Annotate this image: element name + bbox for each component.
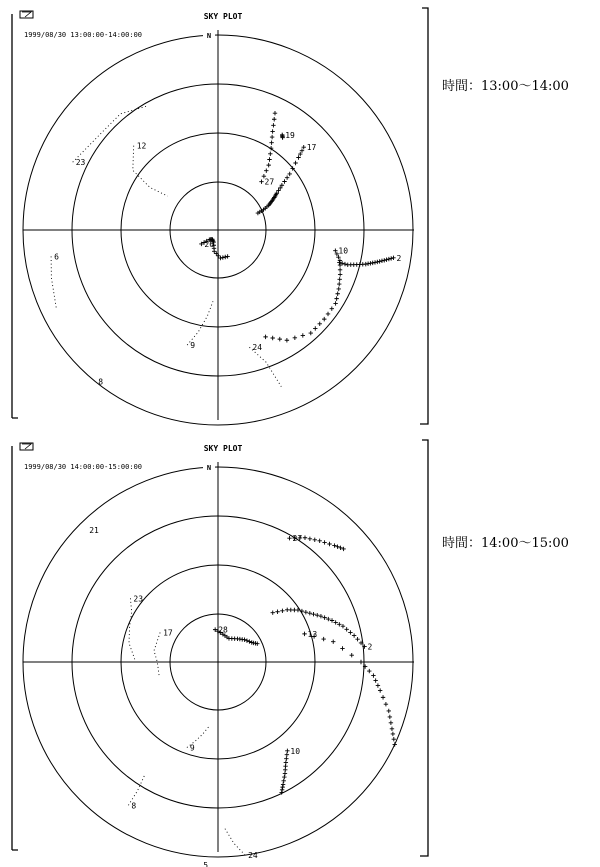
prn-label: 10: [290, 746, 301, 756]
track-mark: [313, 538, 317, 542]
track-mark: [367, 669, 371, 673]
track-mark: [343, 262, 347, 266]
track-mark: [388, 715, 392, 719]
plot-title: SKY PLOT: [203, 444, 243, 453]
plot-title: SKY PLOT: [203, 12, 243, 21]
prn-label: 2: [396, 253, 402, 263]
track-mark: [293, 161, 297, 165]
track-mark: [380, 259, 384, 263]
satellite-prn-6: [51, 252, 59, 308]
track-path: [154, 633, 160, 678]
track-mark: [308, 537, 312, 541]
track-mark: [302, 632, 306, 636]
track-mark: [221, 255, 225, 259]
track-mark: [390, 727, 394, 731]
track-mark: [389, 256, 393, 260]
satellite-prn-17: [154, 629, 173, 678]
track-mark: [272, 117, 276, 121]
track-mark: [337, 277, 341, 281]
satellite-prn-8: [98, 378, 103, 387]
prn-label: 6: [54, 252, 59, 262]
track-mark: [317, 539, 321, 543]
track-mark: [216, 254, 220, 258]
track-mark: [264, 168, 268, 172]
track-mark: [242, 638, 246, 642]
track-mark: [382, 258, 386, 262]
track-mark: [283, 771, 287, 775]
track-mark: [348, 630, 352, 634]
track-mark: [288, 172, 292, 176]
track-mark: [377, 259, 381, 263]
track-mark: [225, 254, 229, 258]
track-mark: [322, 317, 326, 321]
track-mark: [247, 639, 251, 643]
track-mark: [308, 611, 312, 615]
track-mark: [389, 721, 393, 725]
satellite-tracks: [51, 106, 401, 387]
track-mark: [371, 261, 375, 265]
track-mark: [327, 542, 331, 546]
track-mark: [337, 287, 341, 291]
prn-label: 23: [133, 594, 144, 604]
track-mark: [303, 536, 307, 540]
track-mark: [245, 638, 249, 642]
track-mark: [393, 742, 397, 746]
prn-label: 28: [218, 625, 228, 635]
north-label: N: [206, 464, 212, 472]
track-mark: [315, 613, 319, 617]
prn-label: 13: [307, 629, 318, 639]
track-mark: [355, 637, 359, 641]
track-mark: [285, 749, 289, 753]
prn-label: 27: [292, 534, 303, 544]
prn-label: 2: [367, 642, 373, 652]
track-mark: [268, 152, 272, 156]
track-mark: [338, 272, 342, 276]
prn-label: 12: [136, 141, 147, 151]
prn-label: 5: [203, 860, 209, 867]
track-path: [133, 146, 168, 196]
prn-label: 27: [264, 177, 275, 187]
track-mark: [301, 333, 305, 337]
track-path: [249, 347, 281, 387]
satellite-prn-13: [302, 630, 397, 747]
track-mark: [285, 176, 289, 180]
track-mark: [331, 639, 335, 643]
prn-label: 10: [338, 246, 349, 256]
plot-datetime: 1999/08/30 14:00:00-15:00:00: [24, 463, 143, 471]
track-mark: [391, 256, 395, 260]
track-mark: [280, 785, 284, 789]
satellite-prn-19: [280, 131, 295, 140]
track-mark: [285, 753, 289, 757]
sky-plot-panel: [8, 436, 432, 867]
track-mark: [387, 709, 391, 713]
track-mark: [285, 338, 289, 342]
track-mark: [326, 312, 330, 316]
prn-label: 17: [163, 628, 173, 638]
satellite-prn-12: [133, 142, 168, 196]
prn-label: 24: [252, 343, 263, 353]
track-mark: [282, 775, 286, 779]
satellite-prn-10: [263, 247, 348, 343]
track-mark: [269, 140, 273, 144]
track-mark: [278, 337, 282, 341]
track-mark: [275, 610, 279, 614]
track-mark: [282, 779, 286, 783]
track-mark: [313, 326, 317, 330]
track-mark: [373, 678, 377, 682]
track-mark: [337, 282, 341, 286]
track-mark: [322, 540, 326, 544]
prn-label: 8: [131, 801, 137, 811]
track-mark: [212, 249, 216, 253]
prn-label: 9: [190, 341, 196, 351]
track-path: [129, 598, 136, 662]
track-path: [224, 827, 245, 856]
satellite-prn-21: [89, 526, 99, 535]
prn-label: 17: [306, 143, 317, 153]
track-mark: [284, 756, 288, 760]
track-mark: [267, 157, 271, 161]
prn-label: 24: [248, 851, 258, 861]
track-mark: [273, 111, 277, 115]
prn-label: 21: [89, 526, 99, 536]
satellite-prn-2: [337, 254, 401, 267]
track-mark: [335, 292, 339, 296]
track-mark: [218, 256, 222, 260]
track-mark: [321, 637, 325, 641]
satellite-prn-24: [249, 343, 281, 387]
track-mark: [287, 536, 291, 540]
track-mark: [350, 653, 354, 657]
track-mark: [391, 732, 395, 736]
track-mark: [270, 135, 274, 139]
sky-plot-panel: [8, 4, 432, 430]
track-mark: [223, 255, 227, 259]
track-mark: [376, 683, 380, 687]
prn-label: 9: [189, 743, 195, 753]
track-mark: [309, 331, 313, 335]
track-mark: [337, 260, 341, 264]
track-mark: [340, 646, 344, 650]
track-mark: [271, 611, 275, 615]
track-mark: [392, 737, 396, 741]
track-mark: [387, 257, 391, 261]
track-path: [51, 256, 56, 308]
satellite-tracks: [89, 526, 397, 867]
track-mark: [359, 660, 363, 664]
time-range-label: 時間：13:00〜14:00: [442, 79, 569, 94]
track-mark: [352, 633, 356, 637]
track-mark: [378, 688, 382, 692]
satellite-prn-23: [73, 106, 147, 167]
track-mark: [270, 336, 274, 340]
prn-label: 23: [75, 158, 86, 168]
track-mark: [266, 163, 270, 167]
satellite-prn-26: [199, 237, 230, 260]
track-mark: [304, 610, 308, 614]
track-mark: [330, 306, 334, 310]
track-mark: [311, 612, 315, 616]
sky-plot-13-14: [8, 4, 432, 430]
track-mark: [280, 609, 284, 613]
satellite-prn-9: [187, 726, 209, 752]
satellite-prn-5: [203, 861, 208, 867]
track-mark: [259, 179, 263, 183]
track-mark: [270, 129, 274, 133]
track-mark: [381, 695, 385, 699]
track-mark: [333, 301, 337, 305]
track-mark: [300, 609, 304, 613]
track-mark: [263, 335, 267, 339]
north-label: N: [206, 32, 212, 40]
track-mark: [371, 673, 375, 677]
prn-label: 26: [204, 239, 215, 249]
track-mark: [334, 296, 338, 300]
satellite-prn-23: [129, 594, 143, 662]
satellite-prn-8: [128, 775, 144, 811]
satellite-prn-27: [287, 534, 345, 551]
corner-box-icon-mark: [22, 444, 31, 449]
track-mark: [318, 322, 322, 326]
track-mark: [375, 260, 379, 264]
track-mark: [281, 782, 285, 786]
track-path: [73, 106, 147, 162]
satellite-prn-2: [271, 608, 373, 652]
satellite-prn-27: [259, 111, 277, 187]
track-mark: [280, 788, 284, 792]
track-mark: [338, 268, 342, 272]
satellite-prn-24: [224, 827, 258, 861]
corner-box-icon-mark: [22, 12, 31, 17]
sky-plot-14-15: [8, 436, 432, 867]
plot-datetime: 1999/08/30 13:00:00-14:00:00: [24, 31, 143, 39]
track-mark: [373, 260, 377, 264]
track-mark: [384, 702, 388, 706]
satellite-prn-10: [279, 747, 300, 795]
prn-label: 8: [98, 377, 104, 387]
prn-label: 19: [285, 130, 295, 140]
track-mark: [384, 258, 388, 262]
track-mark: [282, 179, 286, 183]
track-mark: [293, 336, 297, 340]
track-mark: [344, 627, 348, 631]
time-range-label: 時間：14:00〜15:00: [442, 536, 569, 551]
track-mark: [271, 123, 275, 127]
